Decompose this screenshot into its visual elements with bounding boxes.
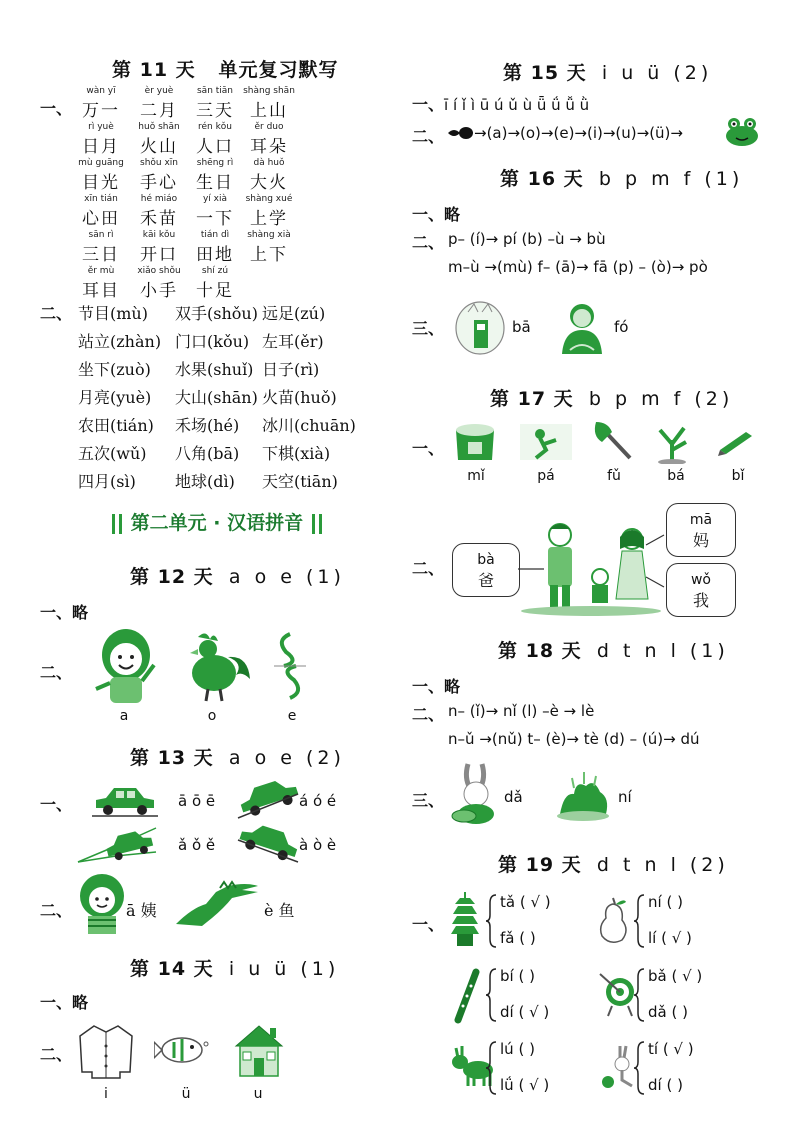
day16-part2-label: 二、 [412,233,445,252]
word-pinyin: shàng xué [245,194,293,204]
day19-title [498,850,729,877]
day17-title-latin: b p m f (2) [588,388,734,410]
tadpole-icon [448,124,474,142]
house-image [232,1022,286,1078]
word-cell [186,122,244,157]
day13-row2-text2: à ò è [299,836,337,854]
target-image [598,968,638,1018]
brace-icon [486,1040,498,1096]
day18-p1-text: 略 [444,677,461,696]
day14-p1-text: 略 [72,993,89,1012]
day13-part1-label: 一、 [40,795,73,814]
choice-option-b: dí ( ) [648,1076,683,1094]
girl-image [88,625,162,705]
day16-ba-answer: bā [512,318,531,336]
word-hanzi: 人口 [196,137,234,157]
day16-title-latin: b p m f (1) [598,168,744,190]
word-hanzi: 十足 [196,281,234,301]
word-with-pinyin: 地球(dì) [175,472,235,491]
word-cell [72,158,130,193]
flute-image [452,968,482,1024]
bubble-father-hanzi: 爸 [477,571,494,590]
word-with-pinyin: 农田(tián) [78,416,154,435]
word-with-pinyin: 天空(tiān) [262,472,338,491]
bubble-me-hanzi: 我 [692,591,709,610]
day18-ni-answer: ní [618,788,632,806]
kick-bunny-image [598,1042,638,1090]
day18-p2-line1: n– (ǐ)→ nǐ (l) –è → lè [448,702,595,720]
word-with-pinyin: 远足(zú) [262,304,326,323]
word-pinyin: rén kǒu [197,122,233,132]
word-cell [186,158,244,193]
word-hanzi: 日月 [82,137,120,157]
picture-caption: ü [181,1086,191,1102]
day16-p2-line2: m–ù →(mù) f– (ā)→ fā (p) – (ò)→ pò [448,258,708,276]
day18-p2-line2: n–ǔ →(nǔ) t– (è)→ tè (d) – (ú)→ dú [448,730,700,748]
day15-part1 [412,92,589,115]
day12-title [130,562,345,589]
frog-icon [722,114,762,148]
word-cell [72,122,130,157]
day18-part2-label: 二、 [412,705,445,724]
day12-p1-text: 略 [72,603,89,622]
word-cell [130,158,188,193]
word-with-pinyin: 大山(shān) [175,388,258,407]
word-with-pinyin: 坐下(zuò) [78,360,151,379]
word-hanzi: 万一 [82,101,120,121]
auntie-image [78,872,128,936]
car-slope-image [76,822,162,866]
picture-caption: o [207,708,217,724]
word-pinyin: ěr mù [87,266,115,276]
day13-row1-text: ā ō ē [178,792,216,810]
picture-caption: u [253,1086,263,1102]
brace-icon [634,893,646,949]
rooster-image [178,627,254,705]
day15-title-number: 第 15 天 [503,62,587,84]
day12-title-number: 第 12 天 [130,566,214,588]
word-cell [186,230,244,265]
word-pinyin: huǒ shān [138,122,180,132]
day14-title-latin: i u ü (1) [228,958,340,980]
brace-icon [634,967,646,1023]
word-pinyin: xiǎo shǒu [137,266,181,276]
word-cell [186,194,244,229]
word-hanzi: 田地 [196,245,234,265]
mud-image [554,768,612,824]
goose-reflection-image [270,630,310,702]
car-flat-image [92,784,158,818]
word-hanzi: 生日 [196,173,234,193]
title-bar-left [112,514,115,534]
choice-option-a: lú ( ) [500,1040,535,1058]
word-cell [72,86,130,121]
word-hanzi: 三日 [82,245,120,265]
crocodile-image [172,878,262,930]
word-cell [130,86,188,121]
car-uphill-image [236,776,300,820]
word-cell [130,266,188,301]
word-hanzi: 一下 [196,209,234,229]
word-hanzi: 小手 [140,281,178,301]
day13-title-number: 第 13 天 [130,747,214,769]
choice-option-a: bí ( ) [500,967,535,985]
word-hanzi: 上山 [250,101,288,121]
word-pinyin: hé miáo [140,194,178,204]
choice-option-a: bǎ ( √ ) [648,967,703,985]
buddha-image [556,300,608,358]
day15-part2-label: 二、 [412,127,445,146]
word-cell [240,86,298,121]
bubble-me-pinyin: wǒ [690,572,711,588]
word-with-pinyin: 月亮(yuè) [78,388,152,407]
word-pinyin: sān rì [88,230,114,240]
choice-option-b: dǎ ( ) [648,1003,688,1021]
word-pinyin: tián dì [200,230,230,240]
day14-part2-label: 二、 [40,1045,73,1064]
fish-image [154,1034,214,1066]
word-pinyin: shēng rì [196,158,234,168]
day13-part2-label: 二、 [40,901,73,920]
day19-title-latin: d t n l (2) [596,854,729,876]
word-pinyin: rì yuè [88,122,114,132]
choice-option-b: lí ( √ ) [648,929,692,947]
word-cell [130,194,188,229]
day13-title-latin: a o e (2) [228,747,345,769]
word-hanzi: 耳朵 [250,137,288,157]
title-bar-right [312,514,315,534]
day18-title-number: 第 18 天 [498,640,582,662]
day12-title-latin: a o e (1) [228,566,345,588]
brace-icon [634,1040,646,1096]
pulling-plant-image [650,420,696,464]
bubble-mother-hanzi: 妈 [692,531,709,550]
day18-title [498,636,729,663]
word-pinyin: sān tiān [196,86,234,96]
day18-p1-label: 一、 [412,677,445,696]
choice-option-a: tǎ ( √ ) [500,893,551,911]
brace-icon [486,893,498,949]
day15-p1-text: ī í ǐ ì ū ú ǔ ù ǖ ǘ ǚ ǜ [444,96,590,114]
picture-caption: bǐ [731,468,745,484]
word-cell [72,266,130,301]
word-pinyin: mù guāng [78,158,124,168]
word-hanzi: 大火 [250,173,288,193]
rabbit-drum-image [448,760,504,828]
word-with-pinyin: 八角(bā) [175,444,240,463]
word-pinyin: kāi kǒu [142,230,176,240]
word-hanzi: 耳目 [82,281,120,301]
word-cell [72,194,130,229]
word-hanzi: 上学 [250,209,288,229]
day19-part1-label: 一、 [412,915,445,934]
day15-title-latin: i u ü (2) [601,62,713,84]
word-pinyin: wàn yī [86,86,116,96]
picture-caption: e [287,708,297,724]
bubble-mother [666,503,736,557]
pen-image [716,426,758,456]
word-cell [186,86,244,121]
day14-title-number: 第 14 天 [130,958,214,980]
day13-crocodile-answer: è 鱼 [264,901,295,920]
word-cell [240,230,298,265]
day12-p1-label: 一、 [40,603,73,622]
ba-figure-image [452,296,508,356]
day12-part1 [40,600,88,623]
picture-caption: i [104,1086,108,1102]
day19-title-number: 第 19 天 [498,854,582,876]
word-with-pinyin: 四月(sì) [78,472,136,491]
choice-option-b: lǘ ( √ ) [500,1076,550,1094]
day12-part2-label: 二、 [40,663,73,682]
choice-option-b: dí ( √ ) [500,1003,550,1021]
day17-title [490,384,733,411]
pagoda-image [450,890,480,948]
title-bar-right2 [319,514,322,534]
car-downhill-image [236,820,300,864]
picture-caption: a [119,708,129,724]
word-with-pinyin: 门口(kǒu) [175,332,250,351]
day14-part1 [40,990,88,1013]
word-hanzi: 目光 [82,173,120,193]
day13-row2-text: ǎ ǒ ě [178,836,216,854]
shirt-image [76,1022,136,1080]
brace-icon [486,967,498,1023]
bubble-me [666,563,736,617]
word-with-pinyin: 日子(rì) [262,360,320,379]
word-cell [72,230,130,265]
word-cell [186,266,244,301]
word-with-pinyin: 冰川(chuān) [262,416,356,435]
word-with-pinyin: 站立(zhàn) [78,332,162,351]
day11-title-number: 第 11 天 [112,59,196,81]
word-hanzi: 二月 [140,101,178,121]
day16-fo-answer: fó [614,318,629,336]
rice-sack-image [450,420,500,464]
word-pinyin: shí zú [201,266,229,276]
climbing-child-image [518,420,574,464]
day11-part2-label: 二、 [40,304,73,323]
picture-caption: pá [537,468,555,484]
day16-p2-line1: p– (í)→ pí (b) –ù → bù [448,230,606,248]
choice-option-a: ní ( ) [648,893,683,911]
word-cell [240,158,298,193]
day14-title [130,954,339,981]
word-pinyin: èr yuè [144,86,174,96]
word-cell [130,230,188,265]
day16-part3-label: 三、 [412,319,445,338]
word-cell [240,194,298,229]
day11-part1-label: 一、 [40,99,73,118]
word-pinyin: shàng shān [243,86,295,96]
day16-title [500,164,743,191]
word-hanzi: 开口 [140,245,178,265]
day16-title-number: 第 16 天 [500,168,584,190]
title-bar-left2 [119,514,122,534]
day18-title-latin: d t n l (1) [596,640,729,662]
word-with-pinyin: 水果(shuǐ) [175,360,254,379]
word-hanzi: 三天 [196,101,234,121]
word-hanzi: 心田 [82,209,120,229]
word-with-pinyin: 节目(mù) [78,304,148,323]
day17-title-number: 第 17 天 [490,388,574,410]
day15-title [503,58,712,85]
day17-part2-label: 二、 [412,559,445,578]
word-hanzi: 火山 [140,137,178,157]
day11-title-text: 单元复习默写 [218,59,339,81]
day16-p1-text: 略 [444,205,461,224]
picture-caption: fǔ [607,468,621,484]
axe-image [590,418,636,464]
choice-option-a: tí ( √ ) [648,1040,694,1058]
word-pinyin: shǒu xīn [140,158,178,168]
day16-p1-label: 一、 [412,205,445,224]
day13-row1-text2: á ó é [299,792,337,810]
word-pinyin: shàng xià [247,230,291,240]
word-with-pinyin: 双手(shǒu) [175,304,258,323]
word-hanzi: 禾苗 [140,209,178,229]
pear-image [596,896,630,946]
word-pinyin: ěr duo [254,122,284,132]
bubble-father [452,543,520,597]
day14-p1-label: 一、 [40,993,73,1012]
word-with-pinyin: 火苗(huǒ) [262,388,337,407]
word-hanzi: 手心 [140,173,178,193]
day13-auntie-answer: ā 姨 [126,901,157,920]
day18-da-answer: dǎ [504,788,523,806]
unit2-title-text: 第二单元 · 汉语拼音 [130,512,304,534]
day18-part1 [412,674,460,697]
choice-option-b: fǎ ( ) [500,929,536,947]
unit2-title [110,508,324,535]
day16-part1 [412,202,460,225]
family-image [516,515,666,617]
day18-part3-label: 三、 [412,791,445,810]
bubble-father-pinyin: bà [477,552,495,568]
day15-p1-label: 一、 [412,95,445,114]
word-with-pinyin: 禾场(hé) [175,416,240,435]
word-pinyin: dà huǒ [253,158,285,168]
word-cell [240,122,298,157]
word-with-pinyin: 左耳(ěr) [262,332,324,351]
day15-chain-text: →(a)→(o)→(e)→(i)→(u)→(ü)→ [474,124,683,142]
word-with-pinyin: 五次(wǔ) [78,444,147,463]
word-pinyin: yí xià [202,194,228,204]
picture-caption: mǐ [467,468,485,484]
day13-title [130,743,345,770]
day17-part1-label: 一、 [412,439,445,458]
word-with-pinyin: 下棋(xià) [262,444,331,463]
word-pinyin: xīn tián [84,194,118,204]
bubble-mother-pinyin: mā [689,512,713,528]
picture-caption: bá [667,468,685,484]
word-hanzi: 上下 [250,245,288,265]
word-cell [130,122,188,157]
day11-title [112,55,339,82]
